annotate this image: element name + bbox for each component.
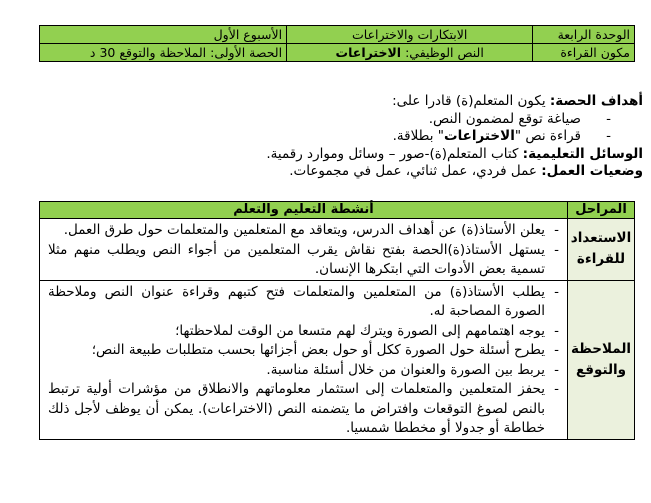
activities-cell	[40, 219, 568, 281]
teaching-tools	[43, 146, 643, 164]
activities-table	[39, 201, 635, 440]
objectives-intro: يكون المتعلم(ة) قادرا على:	[392, 93, 550, 109]
objectives-heading	[43, 93, 643, 111]
component-cell: مكون القراءة	[533, 44, 635, 62]
activities-cell	[40, 280, 568, 439]
stage-row-observation	[40, 280, 635, 439]
objectives-title: أهداف الحصة:	[549, 93, 643, 109]
stage-label-line: والتوقع	[575, 361, 627, 378]
text-title: الاختراعات	[335, 45, 402, 60]
activity-item: - يربط بين الصورة والعنوان من خلال أسئلة مناسبة.	[48, 361, 561, 381]
activities-header-row	[40, 202, 635, 219]
activity-item: - يحفز المتعلمين والمتعلمات إلى استثمار معلوماتهم والانطلاق من مؤشرات أولية ترتبط بالنص لصوغ التوقعات وافتراض ما يتضمنه النص (الاختراعات). يمكن أن يوظف لأجل ذلك خطاطة أو جدولا أو مخططا شمسيا.	[48, 380, 561, 439]
stage-cell	[568, 219, 635, 281]
modes-label: وضعيات العمل:	[541, 163, 643, 179]
header-row-2	[40, 44, 635, 62]
activity-item: - يستهل الأستاذ(ة)الحصة بفتح نقاش يقرب المتعلمين من أجواء النص ويطلب منهم مثلا تسمية بعض الأدوات التي ابتكرها الإنسان.	[48, 241, 561, 280]
activity-item: - يطرح أسئلة حول الصورة ككل أو حول بعض أجزائها بحسب متطلبات طبيعة النص؛	[48, 341, 561, 361]
session-cell: الحصة الأولى: الملاحظة والتوقع 30 د	[40, 44, 287, 62]
stage-label-line: للقراءة	[576, 251, 626, 268]
activities-list	[40, 281, 567, 439]
activity-item: - يوجه اهتمامهم إلى الصورة ويترك لهم متسعا من الوقت لملاحظتها؛	[48, 322, 561, 342]
activities-list	[40, 219, 567, 280]
lesson-objectives	[43, 93, 643, 181]
stages-column-header: المراحل	[568, 202, 635, 219]
stage-row-reading-prep	[40, 219, 635, 281]
stage-label-line: الملاحظة	[570, 340, 632, 357]
text-label: النص الوظيفي:	[401, 45, 484, 60]
activity-item: - يطلب الأستاذ(ة) من المتعلمين والمتعلمات فتح كتبهم وقراءة عنوان النص وملاحظة الصورة المصاحبة له.	[48, 283, 561, 322]
objective-item: - قراءة نص "الاختراعات" بطلاقة.	[43, 128, 643, 146]
week-cell: الأسبوع الأول	[40, 26, 287, 44]
objective-item-keyword: الاختراعات	[444, 128, 515, 144]
stage-label-line: الاستعداد	[570, 230, 632, 247]
text-cell	[287, 44, 533, 62]
objective-item: - صياغة توقع لمضمون النص.	[43, 111, 643, 129]
stage-cell	[568, 280, 635, 439]
tools-text: كتاب المتعلم(ة)-صور – وسائل وموارد رقمية.	[266, 145, 523, 162]
activities-column-header: أنشطة التعليم والتعلم	[40, 202, 568, 219]
activity-item: - يعلن الأستاذ(ة) عن أهداف الدرس، ويتعاقد مع المتعلمين والمتعلمات حول طرق العمل.	[48, 221, 561, 241]
header-row-1	[40, 26, 635, 44]
unit-cell: الوحدة الرابعة	[533, 26, 635, 44]
modes-text: عمل فردي، عمل ثنائي، عمل في مجموعات.	[289, 163, 542, 179]
lesson-header-table	[39, 25, 635, 62]
theme-cell: الابتكارات والاختراعات	[287, 26, 533, 44]
tools-label: الوسائل التعليمية:	[522, 145, 643, 162]
work-modes	[43, 163, 643, 181]
